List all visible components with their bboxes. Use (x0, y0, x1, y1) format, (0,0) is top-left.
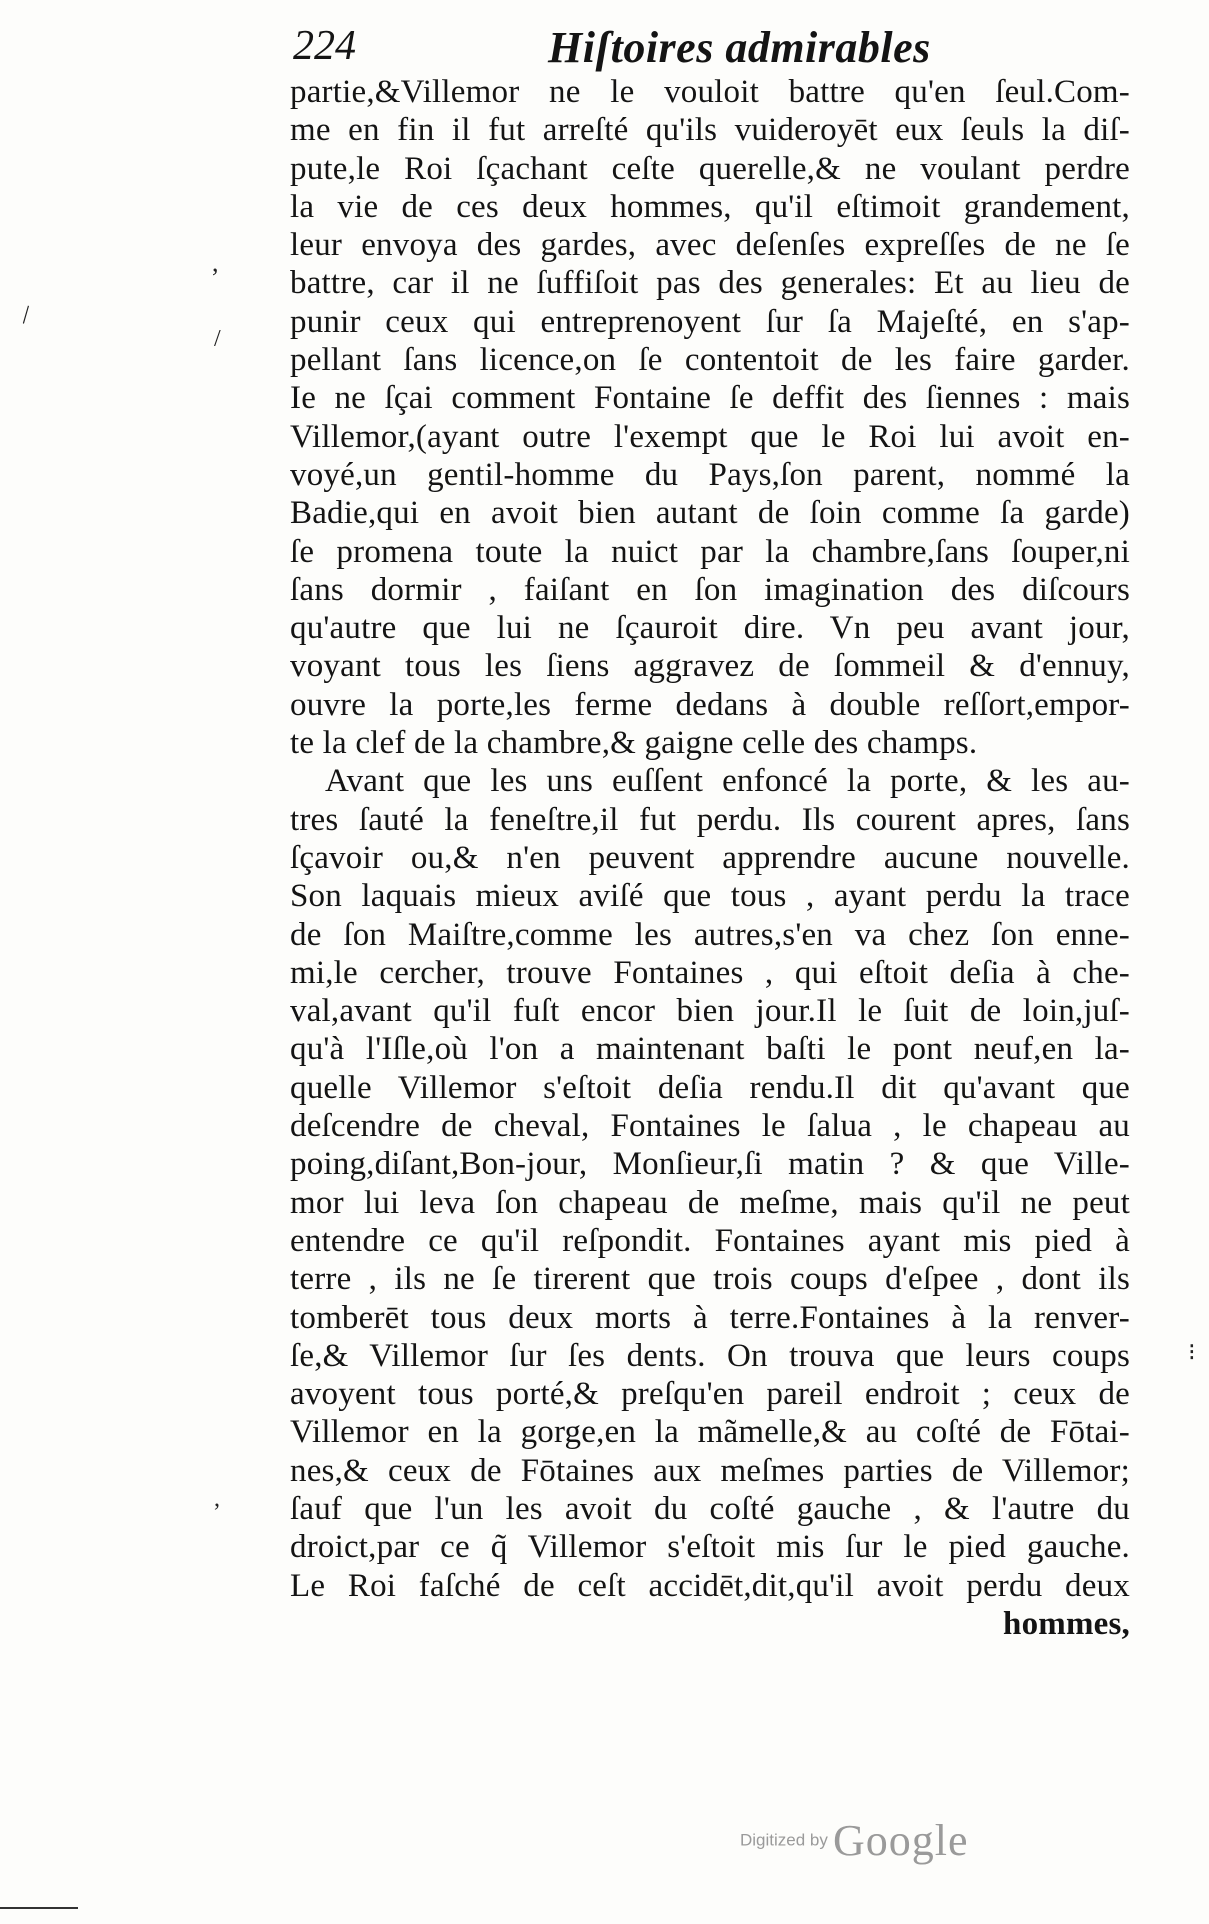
watermark-prefix: Digitized by (740, 1830, 828, 1850)
text-line: terre , ils ne ſe tirerent que trois coups d'eſpee , dont ils (290, 1261, 1130, 1298)
paragraph-start: Avant que les uns euſſent enfoncé la porte, & les au- (325, 763, 1130, 800)
text-line: voyé,un gentil-homme du Pays,ſon parent, nommé la (290, 456, 1130, 493)
text-line: de ſon Maiſtre,comme les autres,s'en va chez ſon enne- (290, 916, 1130, 953)
running-title: Hiſtoires admirables (548, 23, 931, 72)
body-text (290, 73, 1130, 1643)
margin-mark-2: \ (14, 300, 38, 329)
text-line: qu'autre que lui ne ſçauroit dire. Vn peu avant jour, (290, 610, 1130, 647)
text-line: Le Roi faſché de ceſt accidēt,dit,qu'il avoit perdu deux (290, 1567, 1130, 1604)
text-line: val,avant qu'il fuſt encor bien jour.Il le ſuit de loin,juſ- (290, 993, 1130, 1030)
text-line: Son laquais mieux aviſé que tous , ayant perdu la trace (290, 878, 1130, 915)
text-line: ſe,& Villemor ſur ſes dents. On trouva que leurs coups (290, 1337, 1130, 1374)
text-line: ſe promena toute la nuict par la chambre,ſans ſouper,ni (290, 533, 1130, 570)
text-line: Ie ne ſçai comment Fontaine ſe deffit des ſiennes : mais (290, 380, 1130, 417)
margin-mark-1: , (212, 248, 219, 277)
margin-mark-3: / (214, 326, 221, 352)
text-line: ſauf que l'un les avoit du coſté gauche , & l'autre du (290, 1490, 1130, 1527)
text-line: mi,le cercher, trouve Fontaines , qui eſtoit deſia à che- (290, 954, 1130, 991)
page-number: 224 (293, 23, 356, 69)
text-line: te la clef de la chambre,& gaigne celle des champs. (290, 725, 978, 762)
text-line: nes,& ceux de Fōtaines aux meſmes parties de Villemor; (290, 1452, 1130, 1489)
google-logo: Google (832, 1816, 969, 1865)
text-line: leur envoya des gardes, avec deſenſes expreſſes de ne ſe (290, 227, 1130, 264)
text-line: me en fin il fut arreſté qu'ils vuideroyēt eux ſeuls la diſ- (290, 112, 1130, 149)
text-line: poing,diſant,Bon-jour, Monſieur,ſi matin ? & que Ville- (290, 1146, 1130, 1183)
text-line: mor lui leva ſon chapeau de meſme, mais qu'il ne peut (290, 1184, 1130, 1221)
text-line: pute,le Roi ſçachant ceſte querelle,& ne voulant perdre (290, 150, 1130, 187)
text-line: pellant ſans licence,on ſe contentoit de les faire garder. (290, 342, 1130, 379)
text-line: entendre ce qu'il reſpondit. Fontaines ayant mis pied à (290, 1222, 1130, 1259)
text-line: quelle Villemor s'eſtoit deſia rendu.Il dit qu'avant que (290, 1069, 1130, 1106)
bottom-rule (0, 1907, 78, 1909)
text-line: tomberēt tous deux morts à terre.Fontaines à la renver- (290, 1299, 1130, 1336)
text-line: Badie,qui en avoit bien autant de ſoin comme ſa garde) (290, 495, 1130, 532)
margin-mark-5: ⁝ (1188, 1340, 1196, 1366)
text-line: la vie de ces deux hommes, qu'il eſtimoit grandement, (290, 188, 1130, 225)
text-line: tres ſauté la feneſtre,il fut perdu. Ils courent apres, ſans (290, 801, 1130, 838)
text-line: partie,&Villemor ne le vouloit battre qu'en ſeul.Com- (290, 74, 1130, 110)
text-line: punir ceux qui entreprenoyent ſur ſa Majeſté, en s'ap- (290, 303, 1130, 340)
margin-mark-4: , (214, 1486, 220, 1512)
text-line: ouvre la porte,les ferme dedans à double reſſort,empor- (290, 686, 1130, 723)
text-line: ſans dormir , faiſant en ſon imagination des diſcours (290, 571, 1130, 608)
text-line: battre, car il ne ſuffiſoit pas des generales: Et au lieu de (290, 265, 1130, 302)
text-line: avoyent tous porté,& preſqu'en pareil endroit ; ceux de (290, 1376, 1130, 1413)
text-line: ſçavoir ou,& n'en peuvent apprendre aucune nouvelle. (290, 839, 1130, 876)
text-line: voyant tous les ſiens aggravez de ſommeil & d'ennuy, (290, 648, 1130, 685)
text-line: Villemor,(ayant outre l'exempt que le Roi lui avoit en- (290, 418, 1130, 455)
text-line: qu'à l'Iſle,où l'on a maintenant baſti le pont neuf,en la- (290, 1031, 1130, 1068)
text-line: deſcendre de cheval, Fontaines le ſalua , le chapeau au (290, 1108, 1130, 1145)
digitized-watermark (740, 1815, 969, 1866)
text-line: Villemor en la gorge,en la mãmelle,& au coſté de Fōtai- (290, 1414, 1130, 1451)
text-line: droict,par ce q̃ Villemor s'eſtoit mis ſur le pied gauche. (290, 1529, 1130, 1566)
catchword: hommes, (1003, 1605, 1130, 1642)
